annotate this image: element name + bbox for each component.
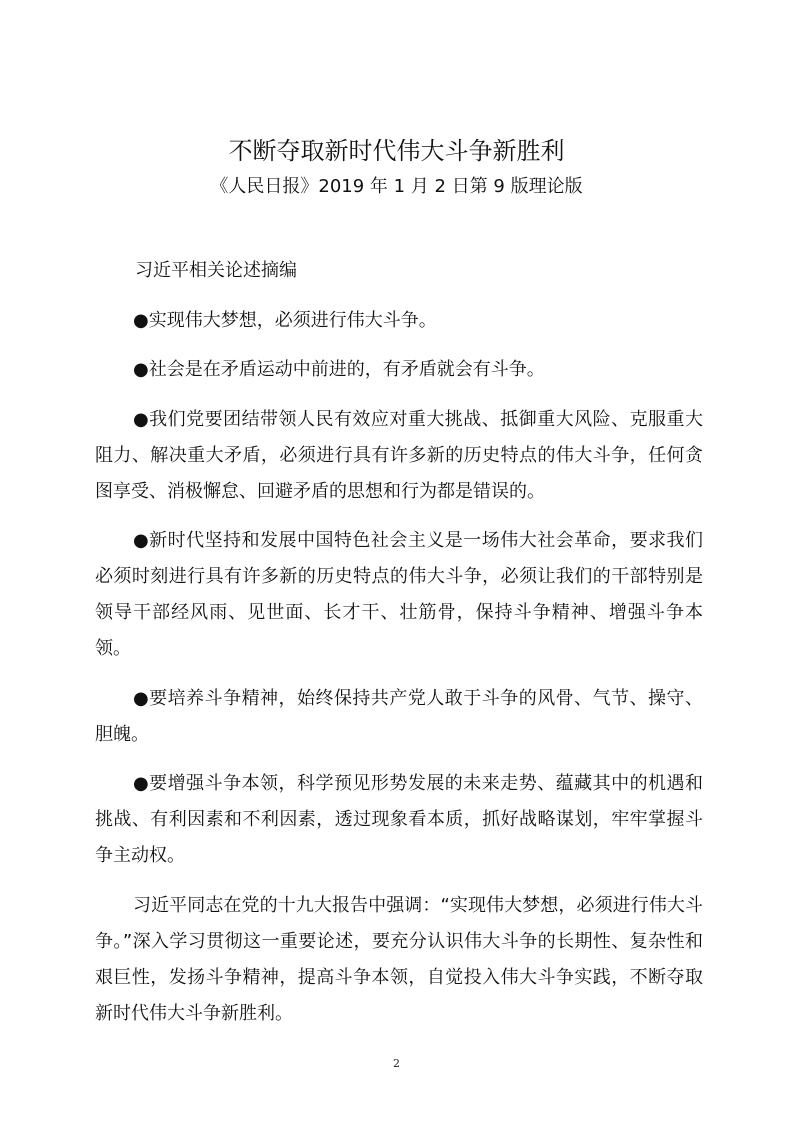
bullet-paragraph: ●要培养斗争精神，始终保持共产党人敢于斗争的风骨、气节、操守、胆魄。 bbox=[95, 687, 703, 745]
bullet-paragraph: ●要增强斗争本领，科学预见形势发展的未来走势、蕴藏其中的机遇和挑战、有利因素和不利因素，透过现象看本质，抓好战略谋划，牢牢掌握斗争主动权。 bbox=[95, 773, 703, 866]
document-body bbox=[95, 253, 703, 1045]
document-title: 不断夺取新时代伟大斗争新胜利 bbox=[228, 137, 565, 165]
body-paragraph: 习近平同志在党的十九大报告中强调：“实现伟大梦想，必须进行伟大斗争。”深入学习贯彻这一重要论述，要充分认识伟大斗争的长期性、复杂性和艰巨性，发扬斗争精神，提高斗争本领，自觉投入伟大斗争实践，不断夺取新时代伟大斗争新胜利。 bbox=[95, 894, 703, 1024]
document-subtitle: 《人民日报》2019 年 1 月 2 日第 9 版理论版 bbox=[210, 176, 583, 197]
bullet-paragraph: ●社会是在矛盾运动中前进的，有矛盾就会有斗争。 bbox=[133, 359, 545, 380]
page-number: 2 bbox=[393, 1057, 400, 1070]
bullet-paragraph: ●我们党要团结带领人民有效应对重大挑战、抵御重大风险、克服重大阻力、解决重大矛盾，必须进行具有许多新的历史特点的伟大斗争，任何贪图享受、消极懈怠、回避矛盾的思想和行为都是错误的。 bbox=[95, 408, 703, 502]
bullet-paragraph: ●新时代坚持和发展中国特色社会主义是一场伟大社会革命，要求我们必须时刻进行具有许多新的历史特点的伟大斗争，必须让我们的干部特别是领导干部经风雨、见世面、长才干、壮筋骨，保持斗争精神、增强斗争本领。 bbox=[95, 530, 703, 659]
bullet-paragraph: ●实现伟大梦想，必须进行伟大斗争。 bbox=[133, 309, 437, 331]
section-heading: 习近平相关论述摘编 bbox=[135, 260, 297, 281]
